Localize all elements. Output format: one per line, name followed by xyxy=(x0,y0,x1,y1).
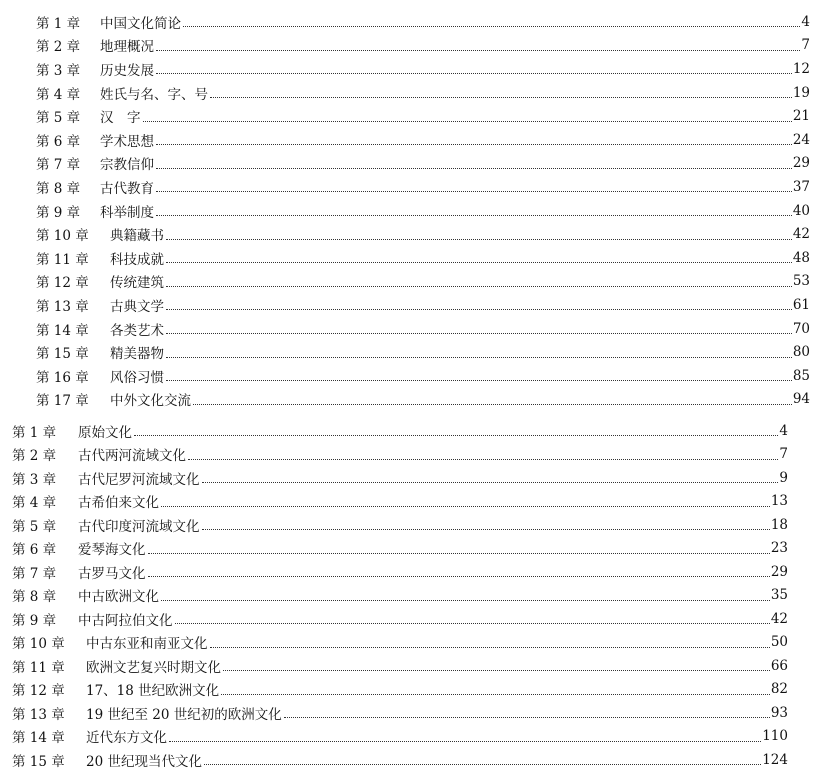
dot-leader xyxy=(166,309,792,310)
chapter-number: 第 11 章 xyxy=(12,659,65,676)
chapter-title: 中古阿拉伯文化 xyxy=(78,612,173,629)
chapter-number: 第 13 章 xyxy=(12,706,65,723)
toc-entry[interactable] xyxy=(36,364,810,388)
toc-entry[interactable] xyxy=(12,748,788,772)
dot-leader xyxy=(169,741,761,742)
chapter-title: 科技成就 xyxy=(110,251,164,268)
chapter-title: 古代教育 xyxy=(100,180,154,197)
chapter-number: 第 1 章 xyxy=(36,15,81,32)
toc-entry[interactable] xyxy=(36,388,810,412)
chapter-number: 第 2 章 xyxy=(12,448,57,465)
page-number: 7 xyxy=(801,37,810,54)
chapter-number: 第 12 章 xyxy=(12,683,65,700)
toc-entry[interactable] xyxy=(12,443,788,467)
toc-entry[interactable] xyxy=(36,128,810,152)
chapter-number: 第 15 章 xyxy=(12,753,65,770)
toc-entry[interactable] xyxy=(36,104,810,128)
page-number: 4 xyxy=(779,422,788,439)
page-number: 9 xyxy=(779,469,788,486)
chapter-title: 学术思想 xyxy=(100,133,154,150)
page-number: 42 xyxy=(792,226,810,243)
chapter-title: 传统建筑 xyxy=(110,275,164,292)
chapter-title: 古典文学 xyxy=(110,298,164,315)
chapter-number: 第 8 章 xyxy=(36,180,81,197)
toc-list-chinese-culture xyxy=(36,10,810,411)
dot-leader xyxy=(210,647,770,648)
chapter-number: 第 6 章 xyxy=(12,542,57,559)
chapter-title: 汉 字 xyxy=(100,110,141,127)
page-number: 21 xyxy=(792,108,810,125)
dot-leader xyxy=(166,380,792,381)
chapter-number: 第 8 章 xyxy=(12,589,57,606)
dot-leader xyxy=(148,553,770,554)
page-number: 85 xyxy=(792,367,810,384)
toc-entry[interactable] xyxy=(12,513,788,537)
page-number: 29 xyxy=(770,563,788,580)
chapter-title: 原始文化 xyxy=(78,424,132,441)
chapter-number: 第 6 章 xyxy=(36,133,81,150)
chapter-title: 典籍藏书 xyxy=(110,228,164,245)
toc-entry[interactable] xyxy=(12,701,788,725)
dot-leader xyxy=(148,576,770,577)
toc-entry[interactable] xyxy=(12,560,788,584)
page-number: 61 xyxy=(792,296,810,313)
page-number: 70 xyxy=(792,320,810,337)
page-number: 93 xyxy=(770,704,788,721)
page-number: 13 xyxy=(770,493,788,510)
toc-entry[interactable] xyxy=(12,419,788,443)
page-number: 53 xyxy=(792,273,810,290)
toc-entry[interactable] xyxy=(36,293,810,317)
chapter-title: 地理概况 xyxy=(100,39,154,56)
dot-leader xyxy=(193,404,792,405)
page-number: 35 xyxy=(770,587,788,604)
dot-leader xyxy=(143,121,792,122)
dot-leader xyxy=(166,262,792,263)
page-number: 50 xyxy=(770,634,788,651)
chapter-title: 爱琴海文化 xyxy=(78,542,146,559)
page-number: 12 xyxy=(792,60,810,77)
page-number: 80 xyxy=(792,344,810,361)
dot-leader xyxy=(210,97,792,98)
chapter-title: 各类艺术 xyxy=(110,322,164,339)
page-number: 19 xyxy=(792,84,810,101)
chapter-number: 第 10 章 xyxy=(12,636,65,653)
toc-list-world-culture xyxy=(12,419,788,772)
page-number: 18 xyxy=(770,516,788,533)
chapter-title: 中外文化交流 xyxy=(110,393,191,410)
toc-entry[interactable] xyxy=(12,678,788,702)
dot-leader xyxy=(156,168,792,169)
dot-leader xyxy=(223,670,770,671)
dot-leader xyxy=(284,717,770,718)
chapter-number: 第 5 章 xyxy=(36,110,81,127)
toc-entry[interactable] xyxy=(36,199,810,223)
dot-leader xyxy=(202,482,779,483)
page-number: 7 xyxy=(779,446,788,463)
chapter-number: 第 4 章 xyxy=(12,495,57,512)
chapter-title: 20 世纪现当代文化 xyxy=(86,753,202,770)
page-number: 24 xyxy=(792,131,810,148)
chapter-number: 第 10 章 xyxy=(36,228,89,245)
dot-leader xyxy=(161,600,770,601)
dot-leader xyxy=(156,50,800,51)
toc-entry[interactable] xyxy=(36,270,810,294)
chapter-title: 科举制度 xyxy=(100,204,154,221)
chapter-number: 第 14 章 xyxy=(12,730,65,747)
toc-entry[interactable] xyxy=(36,222,810,246)
toc-entry[interactable] xyxy=(12,466,788,490)
chapter-number: 第 9 章 xyxy=(12,612,57,629)
page-number: 4 xyxy=(801,13,810,30)
chapter-title: 欧洲文艺复兴时期文化 xyxy=(86,659,221,676)
chapter-title: 中古欧洲文化 xyxy=(78,589,159,606)
chapter-title: 古代印度河流域文化 xyxy=(78,518,200,535)
page-number: 110 xyxy=(762,728,788,745)
chapter-title: 宗教信仰 xyxy=(100,157,154,174)
chapter-number: 第 12 章 xyxy=(36,275,89,292)
dot-leader xyxy=(166,239,792,240)
page-number: 82 xyxy=(770,681,788,698)
dot-leader xyxy=(202,529,770,530)
toc-entry[interactable] xyxy=(36,81,810,105)
chapter-number: 第 7 章 xyxy=(12,565,57,582)
chapter-number: 第 1 章 xyxy=(12,424,57,441)
dot-leader xyxy=(166,357,792,358)
dot-leader xyxy=(204,764,761,765)
chapter-title: 古代两河流域文化 xyxy=(78,448,186,465)
chapter-number: 第 14 章 xyxy=(36,322,89,339)
chapter-title: 历史发展 xyxy=(100,62,154,79)
chapter-number: 第 15 章 xyxy=(36,346,89,363)
page-number: 48 xyxy=(792,249,810,266)
chapter-number: 第 11 章 xyxy=(36,251,89,268)
dot-leader xyxy=(221,694,770,695)
chapter-title: 古希伯来文化 xyxy=(78,495,159,512)
toc-entry[interactable] xyxy=(36,175,810,199)
dot-leader xyxy=(166,286,792,287)
chapter-number: 第 5 章 xyxy=(12,518,57,535)
dot-leader xyxy=(156,215,792,216)
chapter-title: 风俗习惯 xyxy=(110,369,164,386)
chapter-title: 姓氏与名、字、号 xyxy=(100,86,208,103)
page-number: 40 xyxy=(792,202,810,219)
toc-entry[interactable] xyxy=(12,490,788,514)
chapter-title: 中国文化简论 xyxy=(100,15,181,32)
chapter-number: 第 7 章 xyxy=(36,157,81,174)
page-number: 42 xyxy=(770,610,788,627)
page-number: 94 xyxy=(792,391,810,408)
page-number: 124 xyxy=(762,751,788,768)
toc-entry[interactable] xyxy=(12,537,788,561)
chapter-title: 精美器物 xyxy=(110,346,164,363)
chapter-title: 中古东亚和南亚文化 xyxy=(86,636,208,653)
chapter-number: 第 17 章 xyxy=(36,393,89,410)
toc-entry[interactable] xyxy=(12,725,788,749)
toc-entry[interactable] xyxy=(36,340,810,364)
toc-entry[interactable] xyxy=(36,57,810,81)
toc-entry[interactable] xyxy=(12,607,788,631)
toc-entry[interactable] xyxy=(36,152,810,176)
chapter-number: 第 3 章 xyxy=(36,62,81,79)
dot-leader xyxy=(188,459,778,460)
page-number: 66 xyxy=(770,657,788,674)
dot-leader xyxy=(175,623,770,624)
dot-leader xyxy=(156,191,792,192)
toc-entry[interactable] xyxy=(36,34,810,58)
chapter-title: 19 世纪至 20 世纪初的欧洲文化 xyxy=(86,706,282,723)
toc-entry[interactable] xyxy=(12,584,788,608)
dot-leader xyxy=(156,144,792,145)
chapter-title: 古罗马文化 xyxy=(78,565,146,582)
dot-leader xyxy=(156,73,792,74)
chapter-number: 第 13 章 xyxy=(36,298,89,315)
toc-entry[interactable] xyxy=(36,10,810,34)
page-number: 29 xyxy=(792,155,810,172)
page-number: 37 xyxy=(792,178,810,195)
chapter-number: 第 9 章 xyxy=(36,204,81,221)
chapter-number: 第 4 章 xyxy=(36,86,81,103)
chapter-title: 古代尼罗河流域文化 xyxy=(78,471,200,488)
chapter-number: 第 2 章 xyxy=(36,39,81,56)
chapter-number: 第 3 章 xyxy=(12,471,57,488)
page-number: 23 xyxy=(770,540,788,557)
chapter-title: 17、18 世纪欧洲文化 xyxy=(86,683,220,700)
dot-leader xyxy=(183,26,800,27)
dot-leader xyxy=(161,506,770,507)
toc-entry[interactable] xyxy=(12,631,788,655)
chapter-title: 近代东方文化 xyxy=(86,730,167,747)
chapter-number: 第 16 章 xyxy=(36,369,89,386)
toc-entry[interactable] xyxy=(12,654,788,678)
toc-entry[interactable] xyxy=(36,317,810,341)
dot-leader xyxy=(166,333,792,334)
dot-leader xyxy=(134,435,778,436)
toc-entry[interactable] xyxy=(36,246,810,270)
